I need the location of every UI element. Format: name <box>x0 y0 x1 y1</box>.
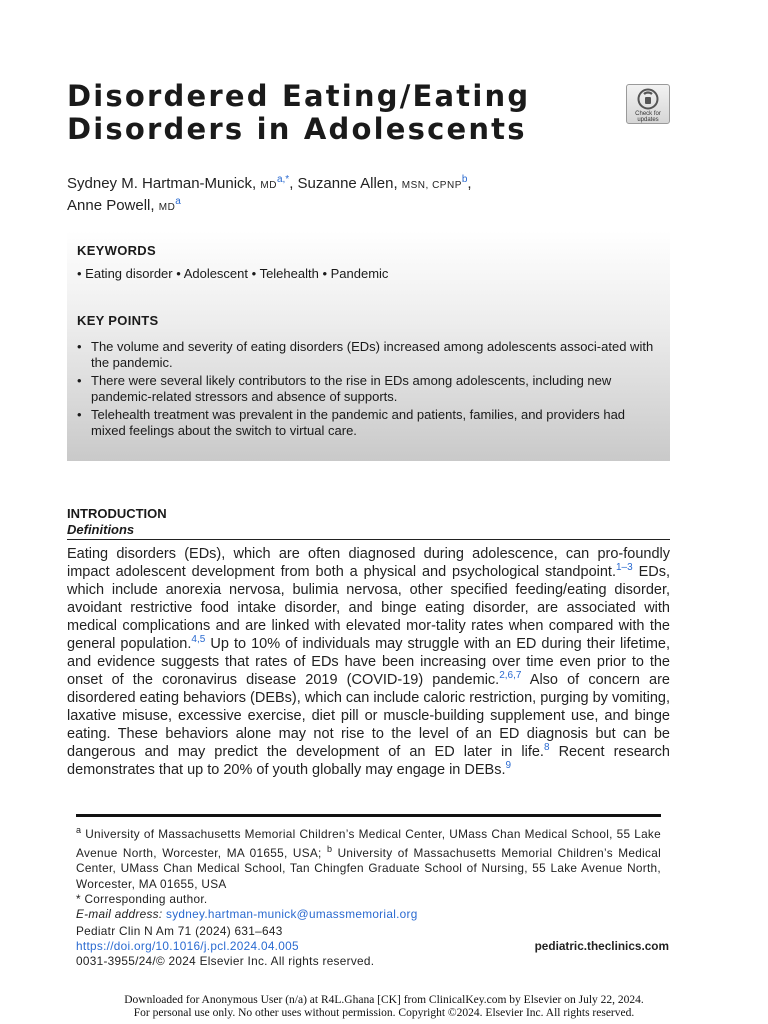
author-list: Sydney M. Hartman-Munick, MD$^{a,*}$, Suzanne Allen, MSN, CPNP$^b$, Anne Powell, MD$^a$ <box>67 174 472 214</box>
author-affiliation-mark[interactable]: b <box>461 174 468 185</box>
section-divider <box>67 539 670 540</box>
email-line <box>76 907 661 922</box>
corresponding-author: * Corresponding author. <box>76 892 208 907</box>
reference-link[interactable]: 9 <box>505 760 512 771</box>
author-affiliation-mark[interactable]: a,* <box>276 174 290 185</box>
author-name: Anne Powell, <box>67 197 155 214</box>
check-for-updates-label <box>627 111 669 123</box>
title-line-1: Disordered Eating/Eating <box>67 79 531 113</box>
subsection-heading: Definitions <box>67 522 135 537</box>
citation: Pediatr Clin N Am 71 (2024) 631–643 <box>76 924 283 938</box>
keywords-heading: KEYWORDS <box>77 243 156 258</box>
section-heading: INTRODUCTION <box>67 506 167 521</box>
author-affiliation-mark[interactable]: a <box>175 196 181 207</box>
keyword: Eating disorder <box>85 266 173 281</box>
reference-link[interactable]: 4,5 <box>191 634 206 645</box>
keywords-list: • Eating disorder • Adolescent • Telehealth • Pandemic <box>77 266 389 281</box>
download-notice-line-1: Downloaded for Anonymous User (n/a) at R4L.Ghana [CK] from ClinicalKey.com by Elsevier on July 22, 2024. <box>124 994 644 1006</box>
journal-info <box>76 924 374 969</box>
keywords-keypoints-box <box>67 231 670 461</box>
key-points-heading: KEY POINTS <box>77 313 159 328</box>
affiliation-b: University of Massachusetts Memorial Children’s Medical Center, UMass Chan Medical School, Tan Chingfen Graduate School of Nursing, 55 Lake Avenue North, Worcester, MA 01655, USA <box>76 846 661 891</box>
cfu-line-2: updates <box>637 117 659 123</box>
author-name: Sydney M. Hartman-Munick, <box>67 175 257 192</box>
body-paragraph <box>67 545 670 779</box>
author-degree: MD <box>260 180 277 191</box>
body-text-run: EDs, which include anorexia nervosa, bulimia nervosa, other specified feeding/eating disorder, avoidant restrictive food intake disorder, and binge eating disorder, are associated with medical complications and are linked with elevated mor-tality rates when compared with the general population. <box>67 564 671 652</box>
key-point: • The volume and severity of eating disorders (EDs) increased among adolescents associ-ated with the pandemic. <box>77 339 662 371</box>
cfu-line-1: Check for <box>635 111 661 117</box>
key-point: • There were several likely contributors to the rise in EDs among adolescents, including new pandemic-related stressors and absence of supports. <box>77 373 662 405</box>
reference-link[interactable]: 2,6,7 <box>499 670 522 681</box>
reference-link[interactable]: 8 <box>543 742 550 753</box>
journal-site-link[interactable]: pediatric.theclinics.com <box>534 939 669 953</box>
keyword: Telehealth <box>259 266 319 281</box>
footnote-divider <box>76 814 661 817</box>
affiliations <box>76 823 661 892</box>
body-text-run: Eating disorders (EDs), which are often diagnosed during adolescence, can pro-foundly impact adolescent development from both a physical and psychological standpoint. <box>67 546 670 580</box>
download-notice-line-2: For personal use only. No other uses without permission. Copyright ©2024. Elsevier Inc. All rights reserved. <box>133 1007 635 1019</box>
key-points-list <box>77 339 662 441</box>
copyright: 0031-3955/24/© 2024 Elsevier Inc. All rights reserved. <box>76 954 375 968</box>
download-notice <box>0 994 768 1020</box>
body-text-run: Up to 10% of individuals may struggle with an ED during their lifetime, and evidence suggests that rates of EDs have been increasing over time even prior to the onset of the coronavirus disease 2019 (COVID-19) pandemic. <box>67 636 671 688</box>
author-name: Suzanne Allen, <box>297 175 398 192</box>
keyword: Pandemic <box>330 266 389 281</box>
key-point: • Telehealth treatment was prevalent in the pandemic and patients, families, and providers had mixed feelings about the switch to virtual care. <box>77 407 662 439</box>
email-link[interactable]: sydney.hartman-munick@umassmemorial.org <box>166 907 418 922</box>
reference-link[interactable]: 1–3 <box>615 562 633 573</box>
affiliation-mark: b <box>326 844 333 855</box>
author-degree: MSN, CPNP <box>401 180 462 191</box>
check-for-updates-badge[interactable] <box>626 84 670 124</box>
article-title <box>67 80 607 146</box>
footnotes <box>76 823 661 923</box>
check-for-updates-icon <box>637 88 659 110</box>
author-degree: MD <box>158 202 176 213</box>
affiliation-mark: a <box>76 825 82 835</box>
body-text-run: Also of concern are disordered eating behaviors (DEBs), which can include caloric restriction, purging by vomiting, laxative misuse, excessive exercise, diet pill or muscle-building supplement use, and binge eating. These behaviors alone may not rise to the level of an ED diagnosis but can be dangerous and may predict the development of an ED later in life. <box>67 672 670 760</box>
body-text-run: Recent research demonstrates that up to 20% of youth globally may engage in DEBs. <box>67 744 670 778</box>
doi-link[interactable]: https://doi.org/10.1016/j.pcl.2024.04.005 <box>76 939 299 953</box>
keyword: Adolescent <box>183 266 249 281</box>
title-line-2: Disorders in Adolescents <box>67 112 527 146</box>
email-label: E-mail address: <box>76 907 163 922</box>
affiliation-a: University of Massachusetts Memorial Children’s Medical Center, UMass Chan Medical School, 55 Lake Avenue North, Worcester, MA 01655, USA; <box>76 826 661 861</box>
